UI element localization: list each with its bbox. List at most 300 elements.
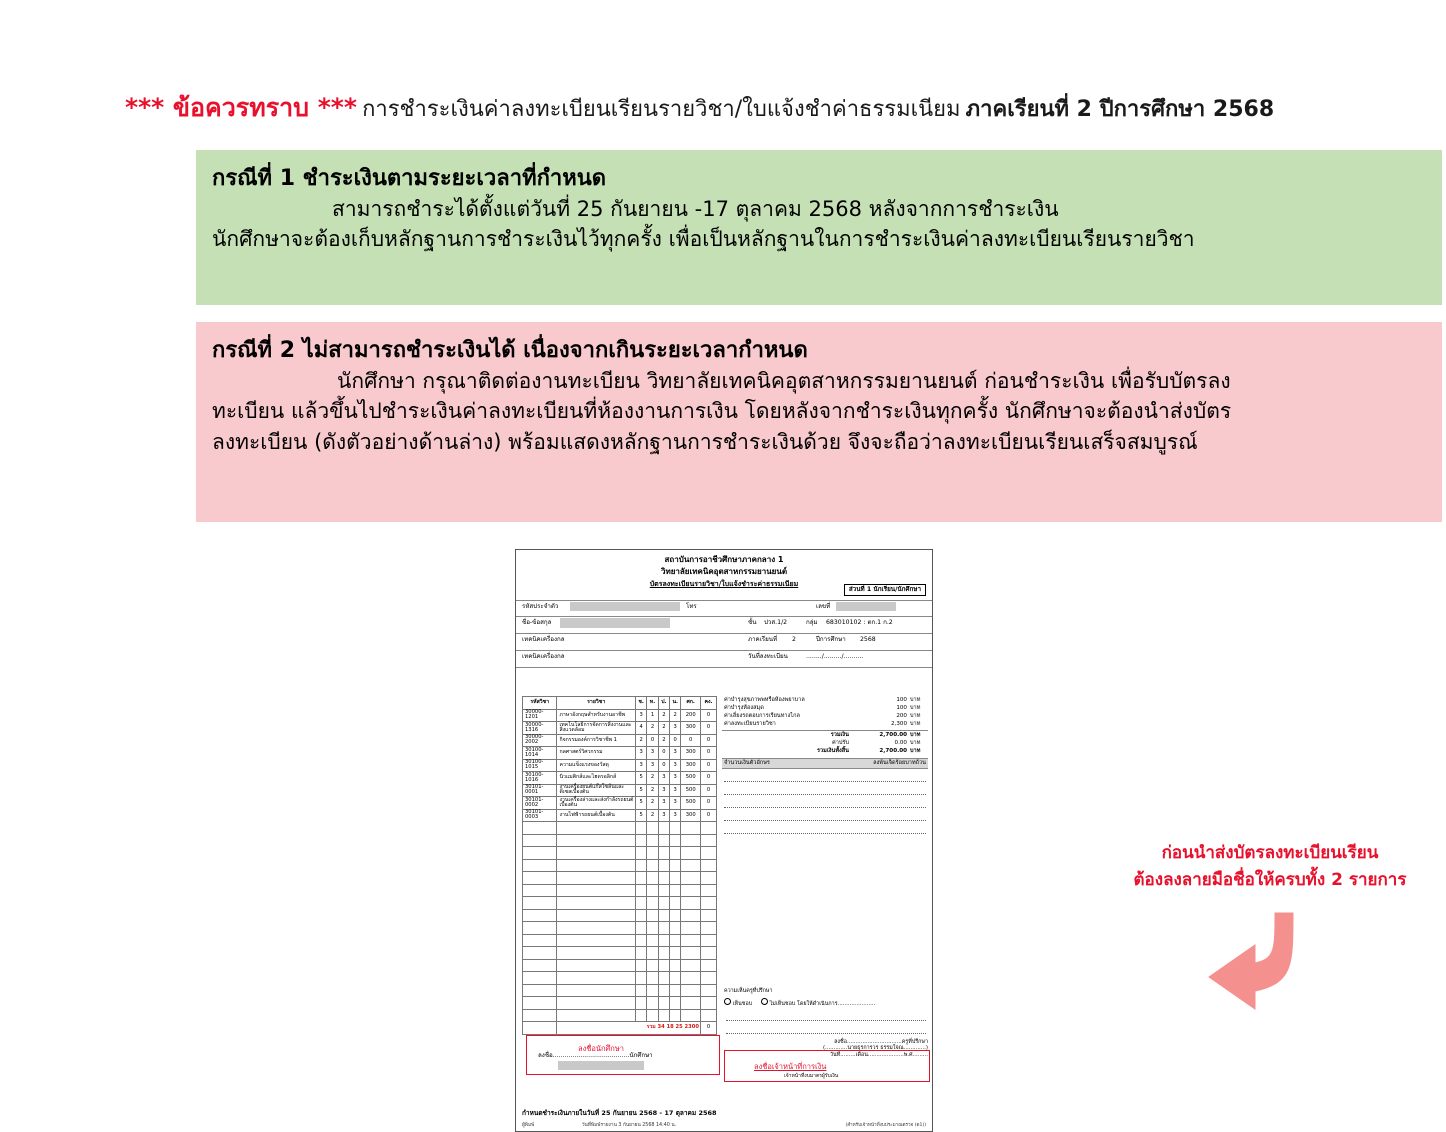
cell-name: งานเครื่องล่างและส่งกำลังรถยนต์เบื้องต้น: [557, 797, 635, 810]
cell-empty: [670, 1009, 681, 1022]
fee-discount-unit: บาท: [910, 739, 921, 746]
fee-amount: 200: [896, 712, 907, 719]
cell-empty: [658, 872, 669, 885]
advisor-opinion-block: [724, 988, 928, 1059]
cell-value: 3: [670, 722, 681, 735]
cell-empty: [647, 909, 658, 922]
fee-row: [722, 712, 928, 720]
cell-empty: [523, 922, 557, 935]
fee-label: ค่าเลี่ยงรถตอบการเรียนทางไกล: [724, 712, 800, 719]
cell-name: ความแข็งแรงของวัสดุ: [557, 759, 635, 772]
page-title: [125, 88, 1385, 128]
cell-empty: [681, 1009, 701, 1022]
form-id-label: รหัสประจำตัว: [522, 603, 559, 610]
cell-empty: [647, 934, 658, 947]
cell-empty: [658, 997, 669, 1010]
cell-empty: [557, 972, 635, 985]
cell-empty: [670, 859, 681, 872]
cell-empty: [670, 934, 681, 947]
th-c1: ช.: [635, 697, 646, 710]
cell-value: 1: [647, 709, 658, 722]
cell-empty: [647, 997, 658, 1010]
cell-code: 30100-1016: [523, 772, 557, 785]
cell-empty: [557, 947, 635, 960]
cell-empty: [523, 934, 557, 947]
cell-name: งานเครื่องยนต์แก๊สโซลีนและดีเซลเบื้องต้น: [557, 784, 635, 797]
form-dept-label-2: เทคนิคเครื่องกล: [522, 653, 565, 660]
header-term: ภาคเรียนที่ 2 ปีการศึกษา 2568: [965, 97, 1275, 122]
cell-empty: [635, 1009, 646, 1022]
fee-row: [722, 696, 928, 704]
cell-empty: [647, 972, 658, 985]
cell-empty: [635, 834, 646, 847]
cell-empty: [681, 909, 701, 922]
cell-empty: [523, 834, 557, 847]
radio-reject[interactable]: [761, 998, 768, 1005]
cell-empty: [670, 872, 681, 885]
case-2-line-3: ลงทะเบียน (ดังตัวอย่างด้านล่าง) พร้อมแสดงหลักฐานการชำระเงินด้วย จึงจะถือว่าลงทะเบียนเรียนเสร็จสมบูรณ์: [212, 429, 1198, 454]
fee-unit: บาท: [910, 697, 921, 703]
form-name-label: ชื่อ-ข้อสกุล: [522, 619, 552, 626]
fee-net-label: รวมเงินทั้งสิ้น: [817, 747, 849, 754]
cell-value: 0: [701, 747, 717, 760]
cell-name: เทคโนโลยีการจัดการสิ่งงานและสิ่งแวดล้อม: [557, 722, 635, 735]
cell-value: 300: [681, 809, 701, 822]
cell-empty: [670, 847, 681, 860]
cell-empty: [647, 859, 658, 872]
cell-value: 0: [701, 784, 717, 797]
fee-sum-label: รวมเงิน: [830, 731, 849, 738]
table-row-empty: [523, 972, 717, 985]
cell-empty: [523, 1009, 557, 1022]
form-group-label: กลุ่ม: [806, 619, 818, 626]
cell-empty: [523, 847, 557, 860]
cell-empty: [635, 872, 646, 885]
cell-empty: [670, 897, 681, 910]
case-1-panel: [196, 150, 1442, 305]
cell-empty: [681, 897, 701, 910]
cell-empty: [681, 859, 701, 872]
cell-empty: [557, 834, 635, 847]
case-2-panel: [196, 322, 1442, 522]
case-1-line-1: สามารถชำระได้ตั้งแต่วันที่ 25 กันยายน -17 ตุลาคม 2568 หลังจากการชำระเงิน: [332, 196, 1059, 221]
cell-empty: [670, 959, 681, 972]
radio-reject-label: ไม่เห็นชอบ โดยให้ดำเนินการ......................: [769, 1000, 876, 1007]
cell-empty: [557, 884, 635, 897]
table-row-empty: [523, 984, 717, 997]
form-org-line-2: วิทยาลัยเทคนิคอุตสาหกรรมยานยนต์: [660, 567, 788, 576]
cell-value: 5: [635, 809, 646, 822]
cell-value: 3: [670, 759, 681, 772]
annotation-line-1: ก่อนนำส่งบัตรลงทะเบียนเรียน: [1161, 843, 1379, 863]
cell-value: 0: [658, 759, 669, 772]
cell-empty: [658, 1009, 669, 1022]
cell-value: 2: [647, 797, 658, 810]
cell-empty: [523, 859, 557, 872]
payment-deadline: กำหนดชำระเงินภายในวันที่ 25 กันยายน 2568 - 17 ตุลาคม 2568: [522, 1108, 717, 1117]
printed-by: ผู้พิมพ์: [522, 1123, 535, 1129]
table-row: [523, 722, 717, 735]
cell-value: 2: [647, 809, 658, 822]
cell-empty: [670, 822, 681, 835]
cell-empty: [681, 934, 701, 947]
student-sign-label: ลงชื่อ.......................................นักศึกษา: [538, 1052, 653, 1059]
fee-label: ค่าบำรุงห้องสมุด: [724, 704, 764, 711]
total-label: รวม 34 18 25 2300: [557, 1022, 701, 1035]
cell-empty: [557, 984, 635, 997]
cell-value: 2: [658, 734, 669, 747]
table-row-empty: [523, 959, 717, 972]
cell-value: 0: [701, 759, 717, 772]
cell-empty: [557, 822, 635, 835]
cell-empty: [670, 984, 681, 997]
cell-empty: [681, 922, 701, 935]
advisor-opinion-label: ความเห็นครูที่ปรึกษา: [724, 988, 773, 994]
cell-empty: [670, 834, 681, 847]
cell-value: 2: [670, 709, 681, 722]
cell-empty: [557, 1009, 635, 1022]
cell-value: 3: [647, 747, 658, 760]
cell-empty: [701, 872, 717, 885]
th-c6: คง.: [701, 697, 717, 710]
cell-code: 30101-0002: [523, 797, 557, 810]
cell-empty: [523, 972, 557, 985]
cell-empty: [701, 909, 717, 922]
th-c3: ป.: [658, 697, 669, 710]
cell-code: 30101-0001: [523, 784, 557, 797]
cell-empty: [647, 922, 658, 935]
table-row: [523, 734, 717, 747]
cell-empty: [635, 884, 646, 897]
th-c5: ศก.: [681, 697, 701, 710]
cell-empty: [681, 972, 701, 985]
cell-value: 3: [635, 759, 646, 772]
th-c2: ท.: [647, 697, 658, 710]
table-row-empty: [523, 822, 717, 835]
cell-value: 3: [658, 784, 669, 797]
cell-value: 3: [670, 784, 681, 797]
radio-approve[interactable]: [724, 998, 731, 1005]
cell-value: 3: [658, 772, 669, 785]
form-name-redaction: [560, 618, 670, 628]
form-footer-right: (สำหรับเจ้าหน้าที่งบประมาณตรวจ (ด1)): [845, 1123, 926, 1129]
cell-name: นิวแมติกส์และไฮดรอลิกส์: [557, 772, 635, 785]
cell-value: 2: [647, 722, 658, 735]
cell-value: 0: [670, 734, 681, 747]
total-value: 0: [701, 1022, 717, 1035]
cell-empty: [635, 959, 646, 972]
table-row-empty: [523, 934, 717, 947]
cell-empty: [647, 872, 658, 885]
cell-empty: [658, 909, 669, 922]
form-dept-label-1: เทคนิคเครื่องกล: [522, 636, 565, 643]
amount-in-words-row: [722, 758, 928, 769]
form-year-value: 2568: [860, 636, 876, 643]
cell-value: 3: [635, 747, 646, 760]
fee-net-unit: บาท: [910, 747, 921, 754]
table-row-empty: [523, 872, 717, 885]
form-no-label: เลขที่: [816, 603, 831, 610]
cell-empty: [670, 884, 681, 897]
case-1-line-2: นักศึกษาจะต้องเก็บหลักฐานการชำระเงินไว้ทุกครั้ง เพื่อเป็นหลักฐานในการชำระเงินค่าลงทะเบียนเรียนรายวิชา: [212, 227, 1195, 252]
cell-empty: [557, 859, 635, 872]
table-row-empty: [523, 997, 717, 1010]
cell-empty: [681, 884, 701, 897]
form-part-label: ส่วนที่ 1 นักเรียน/นักศึกษา: [844, 584, 926, 596]
cell-value: 0: [701, 772, 717, 785]
cell-empty: [557, 897, 635, 910]
table-row-empty: [523, 859, 717, 872]
cell-empty: [681, 872, 701, 885]
cell-empty: [557, 922, 635, 935]
cell-empty: [523, 984, 557, 997]
th-code: รหัสวิชา: [523, 697, 557, 710]
table-row: [523, 759, 717, 772]
cell-value: 0: [647, 734, 658, 747]
cell-empty: [701, 959, 717, 972]
cell-empty: [647, 834, 658, 847]
form-regdate-label: วันที่ลงทะเบียน: [748, 653, 788, 660]
fee-amount: 100: [896, 697, 907, 703]
cell-value: 500: [681, 772, 701, 785]
cell-empty: [647, 947, 658, 960]
table-row: [523, 747, 717, 760]
table-row-empty: [523, 922, 717, 935]
case-1-title: กรณีที่ 1 ชำระเงินตามระยะเวลาที่กำหนด: [212, 166, 607, 191]
cell-value: 2: [658, 722, 669, 735]
case-2-title: กรณีที่ 2 ไม่สามารถชำระเงินได้ เนื่องจากเกินระยะเวลากำหนด: [212, 338, 808, 363]
cell-empty: [635, 897, 646, 910]
cell-value: 5: [635, 784, 646, 797]
cell-empty: [701, 922, 717, 935]
cell-value: 2: [647, 784, 658, 797]
cell-name: กิจกรรมองค์การวิชาชีพ 1: [557, 734, 635, 747]
cell-empty: [658, 972, 669, 985]
cell-empty: [658, 884, 669, 897]
table-row: [523, 709, 717, 722]
fee-unit: บาท: [910, 712, 921, 719]
table-row: [523, 809, 717, 822]
print-info: [522, 1123, 676, 1129]
cell-value: 200: [681, 709, 701, 722]
cell-code: 30101-0003: [523, 809, 557, 822]
form-tel-label: โทร: [686, 603, 697, 610]
cell-value: 3: [635, 709, 646, 722]
cell-empty: [658, 859, 669, 872]
fee-sum-value: 2,700.00: [879, 731, 907, 738]
cell-empty: [523, 872, 557, 885]
cell-code: 30100-1014: [523, 747, 557, 760]
th-c4: น.: [670, 697, 681, 710]
amount-text-label: จำนวนเงินตัวอักษร: [724, 759, 770, 766]
student-sign-redaction: [558, 1061, 644, 1070]
cell-value: 3: [670, 747, 681, 760]
cell-empty: [701, 947, 717, 960]
cell-empty: [658, 947, 669, 960]
cell-value: 0: [681, 734, 701, 747]
cell-empty: [658, 984, 669, 997]
fee-unit: บาท: [910, 704, 921, 711]
cell-empty: [681, 947, 701, 960]
annotation-text: [1125, 840, 1415, 894]
cell-value: 2: [658, 709, 669, 722]
cell-empty: [557, 909, 635, 922]
cell-empty: [523, 997, 557, 1010]
annotation-arrow: [1175, 905, 1305, 1025]
form-regdate-value: ......../........./..........: [806, 653, 864, 660]
radio-approve-label: เห็นชอบ: [732, 1000, 753, 1007]
cell-empty: [635, 934, 646, 947]
cell-empty: [701, 934, 717, 947]
form-no-redaction: [836, 602, 896, 611]
cell-empty: [670, 909, 681, 922]
cell-empty: [647, 884, 658, 897]
cell-value: 3: [670, 772, 681, 785]
cell-empty: [658, 822, 669, 835]
annotation-line-2: ต้องลงลายมือชื่อให้ครบทั้ง 2 รายการ: [1133, 870, 1407, 891]
cell-empty: [681, 847, 701, 860]
cell-value: 0: [701, 722, 717, 735]
cell-code: 30000-1201: [523, 709, 557, 722]
fee-discount-value: 0.00: [894, 739, 907, 746]
table-row-empty: [523, 834, 717, 847]
cell-empty: [557, 872, 635, 885]
cell-value: 300: [681, 759, 701, 772]
cell-empty: [670, 922, 681, 935]
cell-value: 3: [658, 797, 669, 810]
cell-value: 0: [701, 797, 717, 810]
cell-empty: [523, 947, 557, 960]
cell-empty: [681, 984, 701, 997]
fee-sum-row: [722, 731, 928, 739]
cell-code: 30000-2002: [523, 734, 557, 747]
case-2-line-1: นักศึกษา กรุณาติดต่องานทะเบียน วิทยาลัยเทคนิคอุตสาหกรรมยานยนต์ ก่อนชำระเงิน เพื่อรับบัตรลง: [337, 368, 1231, 393]
cell-empty: [701, 1009, 717, 1022]
cell-empty: [523, 909, 557, 922]
registration-form-document: [515, 549, 933, 1132]
cell-empty: [647, 1009, 658, 1022]
cell-empty: [557, 997, 635, 1010]
cell-empty: [523, 822, 557, 835]
cell-empty: [635, 922, 646, 935]
cell-value: 3: [647, 759, 658, 772]
cell-code: 30000-1316: [523, 722, 557, 735]
cell-empty: [658, 934, 669, 947]
cell-empty: [523, 959, 557, 972]
fee-label: ค่าลงทะเบียนรายวิชา: [724, 720, 776, 727]
th-name: รายวิชา: [557, 697, 635, 710]
course-table: [522, 696, 717, 1035]
form-org-line-1: สถาบันการอาชีวศึกษาภาคกลาง 1: [664, 555, 784, 564]
form-org-line-3: บัตรลงทะเบียนรายวิชา/ใบแจ้งชำระค่าธรรมเนียม: [649, 580, 799, 588]
table-row-empty: [523, 897, 717, 910]
fee-panel: [722, 696, 928, 834]
cell-value: 300: [681, 747, 701, 760]
cell-value: 3: [658, 809, 669, 822]
cell-empty: [647, 847, 658, 860]
student-sign-red-label: ลงชื่อนักศึกษา: [578, 1044, 624, 1053]
finance-sign-red-label: ลงชื่อเจ้าหน้าที่การเงิน: [754, 1062, 827, 1071]
cell-empty: [635, 984, 646, 997]
cell-value: 3: [670, 809, 681, 822]
cell-value: 5: [635, 772, 646, 785]
cell-value: 2: [647, 772, 658, 785]
cell-empty: [701, 834, 717, 847]
cell-empty: [658, 959, 669, 972]
cell-empty: [681, 834, 701, 847]
cell-empty: [557, 934, 635, 947]
table-row-empty: [523, 847, 717, 860]
form-class-label: ชั้น: [748, 619, 757, 626]
cell-empty: [701, 822, 717, 835]
finance-sign-sub: เจ้าหน้าที่งบมาตรผู้รับเงิน: [784, 1073, 839, 1079]
cell-empty: [635, 822, 646, 835]
amount-text-value: ลงพ้นเจ็ดร้อยบาทถ้วน: [873, 759, 926, 766]
cell-empty: [701, 884, 717, 897]
table-row-empty: [523, 1009, 717, 1022]
advisor-sign-date: วันที่.........เดือน.....................พ.ศ.........: [829, 1052, 928, 1058]
cell-empty: [635, 972, 646, 985]
cell-value: 0: [658, 747, 669, 760]
cell-empty: [647, 822, 658, 835]
cell-empty: [701, 859, 717, 872]
cell-empty: [523, 884, 557, 897]
cell-value: 2: [635, 734, 646, 747]
cell-empty: [658, 847, 669, 860]
printed-at: วันที่พิมพ์รายงาน 3 กันยายน 2568 14:40 น.: [581, 1123, 677, 1129]
table-row: [523, 797, 717, 810]
fee-net-row: [722, 747, 928, 755]
cell-value: 5: [635, 797, 646, 810]
cell-empty: [701, 897, 717, 910]
course-table-header-row: [523, 697, 717, 710]
cell-empty: [681, 997, 701, 1010]
header-title: การชำระเงินค่าลงทะเบียนเรียนรายวิชา/ใบแจ้งชำค่าธรรมเนียม: [362, 97, 961, 122]
cell-empty: [658, 834, 669, 847]
fee-discount-label: ค่าปรับ: [832, 739, 849, 746]
fee-amount: 2,300: [890, 720, 907, 727]
case-2-line-2: ทะเบียน แล้วขึ้นไปชำระเงินค่าลงทะเบียนที่ห้องงานการเงิน โดยหลังจากชำระเงินทุกครั้ง นักศึกษาจะต้องนำส่งบัตร: [212, 399, 1232, 424]
cell-empty: [557, 959, 635, 972]
cell-value: 500: [681, 784, 701, 797]
advisor-sign-line: ลงชื่อ................................ครูที่ปรึกษา: [834, 1038, 928, 1045]
form-group-value: 683010102 : ตก.1 ก.2: [826, 619, 893, 626]
cell-empty: [670, 997, 681, 1010]
cell-empty: [635, 997, 646, 1010]
table-total-row: [523, 1022, 717, 1035]
cell-empty: [701, 972, 717, 985]
note-mark: *** ข้อควรทราบ ***: [125, 93, 357, 122]
form-term-label: ภาคเรียนที่: [748, 636, 778, 643]
table-row: [523, 784, 717, 797]
fee-sum-unit: บาท: [910, 731, 921, 738]
fee-row: [722, 720, 928, 728]
cell-empty: [635, 859, 646, 872]
cell-name: งานไฟฟ้ารถยนต์เบื้องต้น: [557, 809, 635, 822]
cell-empty: [681, 959, 701, 972]
cell-empty: [647, 897, 658, 910]
cell-value: 0: [701, 809, 717, 822]
cell-empty: [701, 984, 717, 997]
cell-empty: [658, 897, 669, 910]
cell-value: 0: [701, 709, 717, 722]
cell-empty: [647, 984, 658, 997]
fee-net-value: 2,700.00: [879, 747, 907, 754]
cell-value: 4: [635, 722, 646, 735]
fee-label: ค่าบำรุงสุขภาพพหรือห้องพยาบาล: [724, 697, 805, 703]
cell-empty: [635, 909, 646, 922]
cell-empty: [658, 922, 669, 935]
